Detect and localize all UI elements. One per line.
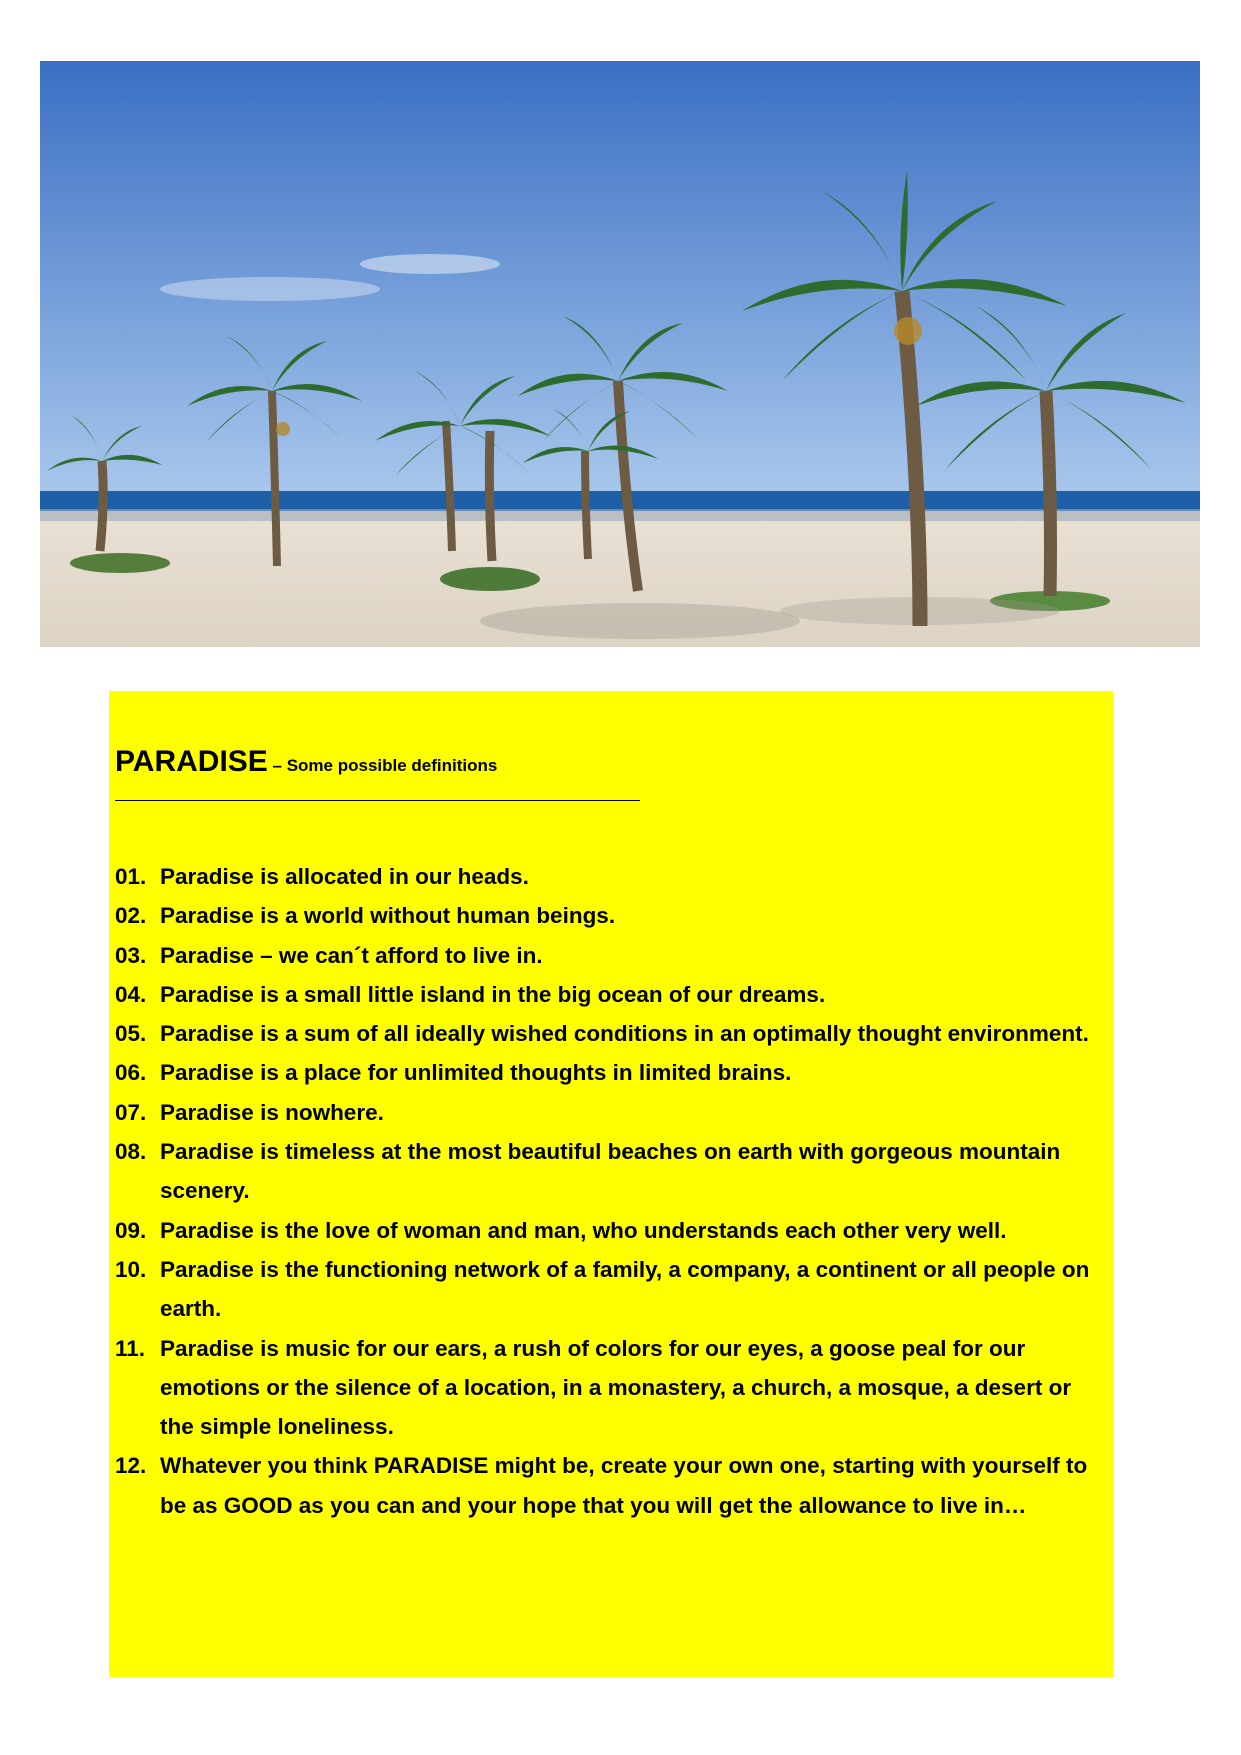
list-item (115, 1053, 1107, 1092)
list-item (115, 1132, 1107, 1211)
item-text: Paradise is the functioning network of a family, a company, a continent or all people on earth. (160, 1256, 1090, 1322)
list-item (115, 975, 1107, 1014)
list-item (115, 1014, 1107, 1053)
item-text: Paradise is a small little island in the big ocean of our dreams. (160, 981, 826, 1007)
item-text: Paradise is music for our ears, a rush of colors for our eyes, a goose peal for our emotions or the silence of a location, in a monastery, a church, a mosque, a desert or the simple loneliness. (160, 1335, 1072, 1440)
item-text: Paradise is a place for unlimited thoughts in limited brains. (160, 1060, 792, 1086)
list-item (115, 1211, 1107, 1250)
list-item (115, 1093, 1107, 1132)
item-number: 10. (115, 1256, 147, 1282)
item-number: 07. (115, 1099, 147, 1125)
list-item (115, 896, 1107, 935)
item-text: Paradise is allocated in our heads. (160, 864, 529, 889)
item-text: Paradise is a world without human beings. (160, 903, 616, 929)
heading-underline (115, 800, 640, 801)
list-item (115, 1329, 1107, 1447)
item-number: 02. (115, 903, 147, 929)
item-number: 01. (115, 864, 147, 889)
heading-title: PARADISE (115, 745, 268, 778)
item-number: 08. (115, 1139, 147, 1165)
list-item (115, 1446, 1107, 1525)
item-number: 06. (115, 1060, 147, 1086)
definitions-box (109, 691, 1113, 1677)
item-number: 09. (115, 1217, 147, 1243)
item-text: Paradise is the love of woman and man, who understands each other very well. (160, 1217, 1007, 1243)
beach-palm-trees-photo (40, 61, 1200, 647)
heading-subtitle: – Some possible definitions (267, 756, 498, 775)
item-text: Whatever you think PARADISE might be, create your own one, starting with yourself to be as GOOD as you can and your hope that you will get the allowance to live in… (160, 1453, 1088, 1518)
item-number: 11. (115, 1335, 146, 1361)
item-text: Paradise – we can´t afford to live in. (160, 942, 543, 968)
heading (115, 743, 1107, 786)
list-item (115, 936, 1107, 975)
list-item (115, 857, 1107, 896)
item-number: 03. (115, 942, 147, 968)
item-text: Paradise is a sum of all ideally wished conditions in an optimally thought environment. (160, 1021, 1089, 1047)
item-number: 05. (115, 1021, 147, 1047)
item-text: Paradise is nowhere. (160, 1099, 384, 1125)
list-item (115, 1250, 1107, 1329)
item-text: Paradise is timeless at the most beautiful beaches on earth with gorgeous mountain scenery. (160, 1139, 1061, 1204)
item-number: 12. (115, 1453, 147, 1479)
item-number: 04. (115, 981, 147, 1007)
definitions-list (115, 857, 1107, 1525)
